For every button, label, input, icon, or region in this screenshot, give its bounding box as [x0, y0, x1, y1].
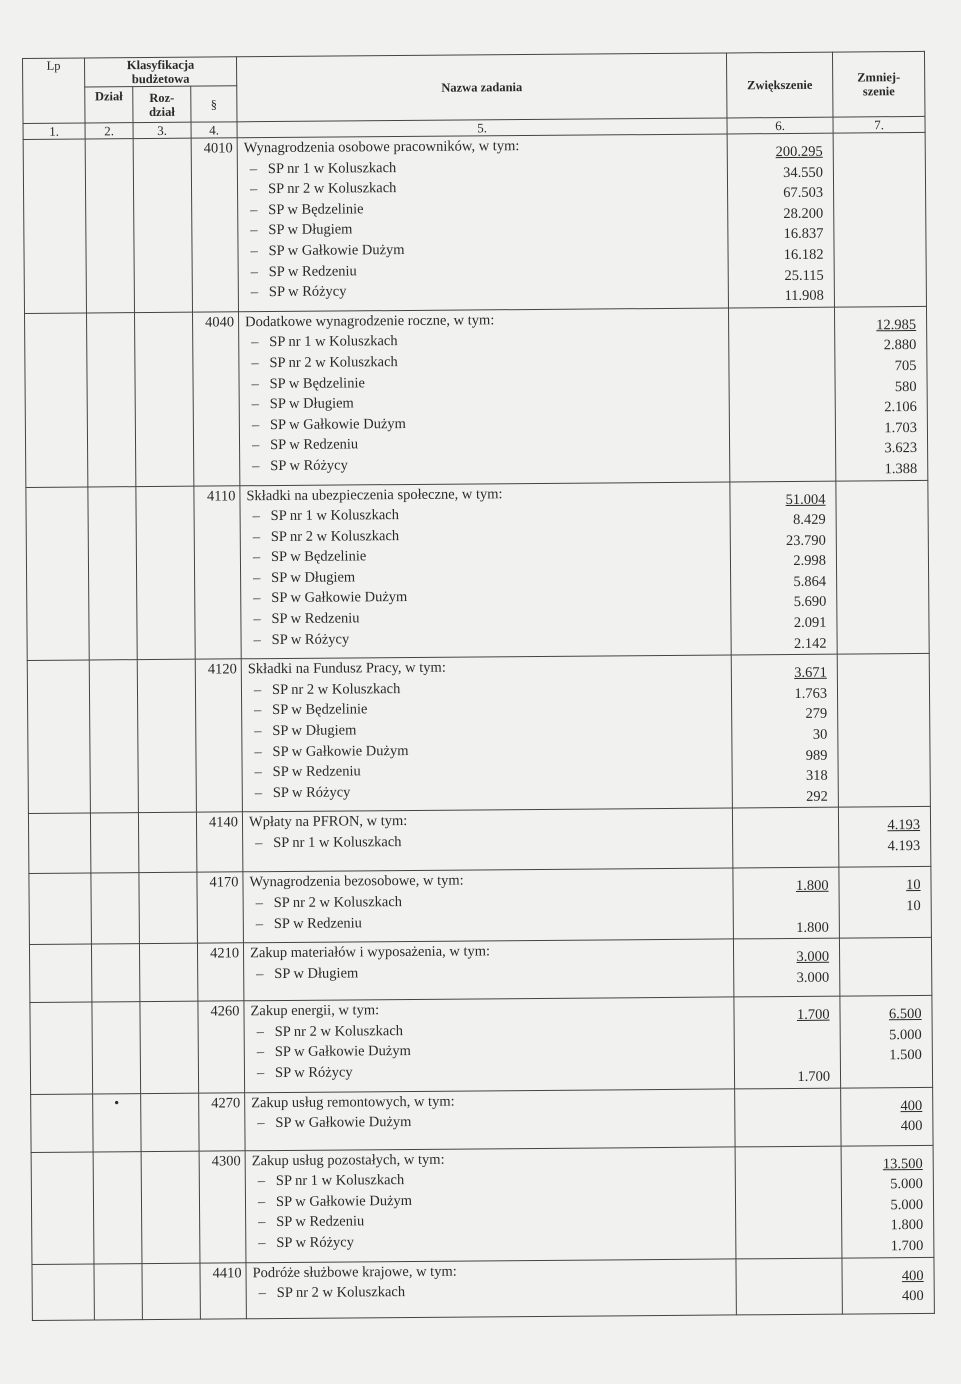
zmniejszenie-value: 5.000 [890, 1176, 923, 1193]
paragraf-code: 4010 [203, 140, 233, 157]
task-item: – SP nr 1 w Koluszkach [244, 155, 727, 179]
cell-zmniejszenie [839, 938, 931, 997]
dot-mark: • [114, 1095, 120, 1111]
task-title: Dodatkowe wynagrodzenie roczne, w tym: [245, 312, 495, 331]
zwiekszenie-value: 2.998 [793, 552, 827, 570]
cell-dzial [94, 1263, 142, 1319]
paragraf-code: 4120 [207, 661, 237, 678]
cell-paragraf [196, 812, 242, 872]
task-item: – SP nr 2 w Koluszkach [244, 176, 727, 200]
zwiekszenie-total: 200.295 [775, 143, 823, 161]
task-item: – SP w Różycy [246, 452, 729, 476]
task-item: – SP nr 2 w Koluszkach [245, 349, 728, 373]
zmniejszenie-value: 2.106 [884, 399, 917, 416]
zmniejszenie-value: 400 [901, 1288, 924, 1305]
header-dzial: Dział [85, 87, 133, 123]
cell-paragraf [200, 1262, 246, 1318]
task-item: – SP nr 2 w Koluszkach [251, 1018, 734, 1042]
zwiekszenie-total: 1.700 [796, 1006, 830, 1024]
table-row [32, 1257, 934, 1320]
task-item: – SP nr 2 w Koluszkach [247, 523, 730, 547]
zwiekszenie-value: 34.550 [783, 164, 824, 181]
task-item: – SP nr 2 w Koluszkach [253, 1280, 736, 1304]
cell-zwiekszenie [728, 307, 835, 482]
zmniejszenie-value: 5.000 [890, 1196, 924, 1213]
column-number: 3. [133, 122, 191, 138]
cell-dzial [91, 873, 140, 944]
cell-dzial [87, 312, 136, 486]
zwiekszenie-value: 23.790 [785, 532, 826, 549]
cell-paragraf [199, 1150, 246, 1262]
zmniejszenie-value: 1.703 [884, 419, 918, 436]
task-title: Zakup usług pozostałych, w tym: [251, 1151, 445, 1169]
task-item: – SP w Gałkowie Dużym [246, 411, 729, 435]
cell-dzial [89, 660, 138, 814]
header-klasyfikacja: Klasyfikacja budżetowa [85, 57, 237, 87]
zmniejszenie-total: 400 [900, 1097, 923, 1114]
task-item: – SP w Redzeniu [252, 1209, 735, 1233]
zwiekszenie-value: 3.000 [796, 969, 830, 986]
zmniejszenie-total: 6.500 [888, 1006, 922, 1023]
table-row [31, 1087, 933, 1152]
table-row [25, 306, 928, 487]
cell-rozdzial [141, 1151, 200, 1263]
header-zwiekszenie: Zwiększenie [726, 52, 833, 118]
task-item: – SP w Różycy [249, 779, 732, 803]
task-item: – SP w Redzeniu [250, 910, 733, 934]
cell-dzial [92, 1002, 141, 1094]
cell-zwiekszenie [730, 481, 837, 656]
cell-paragraf [197, 872, 244, 943]
header-rozdzial: Roz-dział [133, 86, 191, 122]
zwiekszenie-total: 3.671 [794, 664, 827, 682]
task-item: – SP nr 2 w Koluszkach [250, 889, 733, 913]
column-number: 6. [727, 117, 833, 134]
table-row [29, 867, 932, 945]
cell-nazwa-zadania [244, 997, 735, 1092]
task-item: – SP w Gałkowie Dużym [252, 1188, 735, 1212]
zmniejszenie-value: 10 [906, 897, 921, 915]
cell-zmniejszenie [839, 867, 932, 939]
cell-zwiekszenie [736, 1258, 842, 1315]
zmniejszenie-value: 1.800 [890, 1217, 924, 1234]
cell-zmniejszenie [841, 1087, 933, 1146]
cell-rozdzial [137, 659, 196, 813]
task-item: – SP w Gałkowie Dużym [251, 1110, 734, 1134]
cell-dzial [88, 486, 137, 660]
zmniejszenie-value: 1.500 [889, 1047, 922, 1064]
zwiekszenie-value: 2.142 [793, 635, 827, 652]
cell-nazwa-zadania [242, 808, 732, 872]
column-number: 2. [85, 123, 133, 139]
paragraf-code: 4170 [209, 874, 239, 891]
cell-nazwa-zadania [240, 481, 731, 659]
cell-nazwa-zadania [243, 868, 734, 943]
task-item: – SP nr 1 w Koluszkach [245, 329, 728, 353]
zmniejszenie-value: 580 [894, 378, 917, 395]
header-lp: Lp [23, 58, 86, 123]
cell-lp [23, 139, 86, 313]
cell-dzial [91, 944, 139, 1002]
budget-document [22, 51, 934, 1321]
zmniejszenie-value: 3.623 [884, 440, 918, 457]
table-row [23, 132, 926, 313]
paragraf-code: 4140 [208, 814, 239, 831]
cell-nazwa-zadania [239, 308, 730, 486]
budget-table [22, 51, 935, 1321]
zwiekszenie-value: 67.503 [783, 184, 824, 202]
task-item: – SP w Redzeniu [246, 432, 729, 456]
cell-nazwa-zadania [245, 1088, 735, 1150]
zmniejszenie-value: 2.880 [883, 337, 917, 354]
cell-nazwa-zadania [246, 1258, 736, 1318]
task-item: – SP w Różycy [248, 626, 731, 650]
cell-dzial [93, 1151, 142, 1263]
paragraf-code: 4300 [211, 1152, 241, 1170]
paragraf-code: 4110 [206, 487, 236, 505]
cell-lp [32, 1264, 94, 1320]
zwiekszenie-value: 292 [806, 788, 828, 805]
cell-rozdzial [133, 138, 192, 312]
task-title: Wynagrodzenia bezosobowe, w tym: [249, 872, 464, 891]
column-number: 1. [23, 123, 85, 139]
task-item: – SP nr 2 w Koluszkach [248, 676, 731, 700]
table-row [29, 938, 931, 1003]
task-item: – SP nr 1 w Koluszkach [252, 1168, 735, 1192]
task-item: – SP w Długiem [248, 717, 731, 741]
cell-paragraf [195, 659, 242, 813]
task-item: – SP w Różycy [245, 279, 728, 303]
zwiekszenie-value: 8.429 [792, 511, 826, 529]
paragraf-code: 4040 [205, 314, 235, 331]
cell-zmniejszenie [841, 1145, 934, 1258]
cell-dzial [93, 1093, 141, 1151]
zwiekszenie-value: 30 [812, 726, 828, 743]
zmniejszenie-value: 400 [900, 1118, 923, 1135]
zwiekszenie-value: 5.864 [793, 573, 827, 590]
task-item: – SP nr 1 w Koluszkach [249, 829, 732, 853]
cell-zmniejszenie [838, 807, 930, 868]
task-item: – SP w Długiem [250, 960, 733, 984]
task-title: Podróże służbowe krajowe, w tym: [252, 1263, 457, 1281]
zwiekszenie-value: 16.837 [783, 226, 824, 243]
task-title: Zakup materiałów i wyposażenia, w tym: [249, 943, 491, 962]
column-number: 7. [833, 116, 925, 133]
zwiekszenie-total: 51.004 [785, 491, 826, 508]
zmniejszenie-total: 13.500 [882, 1155, 923, 1172]
cell-zmniejszenie [842, 1257, 934, 1314]
zwiekszenie-value: 1.700 [797, 1068, 831, 1085]
zwiekszenie-value: 279 [805, 706, 828, 723]
header-zmniejszenie: Zmniej-szenie [832, 51, 925, 117]
paragraf-code: 4410 [212, 1264, 242, 1282]
task-item: – SP w Będzelinie [247, 544, 730, 568]
cell-zwiekszenie [733, 938, 839, 997]
task-title: Składki na Fundusz Pracy, w tym: [247, 659, 446, 678]
cell-zmniejszenie [840, 996, 933, 1088]
cell-zwiekszenie [735, 1146, 842, 1259]
table-row [26, 480, 929, 661]
header-nazwa-zadania: Nazwa zadania [237, 53, 727, 122]
zwiekszenie-value: 318 [805, 767, 828, 785]
cell-zmniejszenie [833, 132, 926, 306]
task-item: – SP w Będzelinie [248, 697, 731, 721]
cell-lp [30, 1002, 93, 1094]
cell-paragraf [191, 138, 238, 312]
zwiekszenie-value: 25.115 [784, 267, 824, 284]
zmniejszenie-value: 4.193 [887, 837, 921, 855]
cell-rozdzial [140, 1001, 199, 1093]
paragraf-code: 4260 [210, 1003, 240, 1020]
cell-lp [29, 944, 91, 1002]
paragraf-code: 4270 [211, 1094, 241, 1112]
cell-rozdzial [139, 873, 198, 944]
cell-zwiekszenie [731, 654, 838, 808]
table-row [31, 1145, 934, 1264]
zwiekszenie-value: 28.200 [783, 205, 824, 222]
task-item: – SP w Różycy [251, 1059, 734, 1083]
cell-paragraf [197, 943, 243, 1001]
zwiekszenie-value: 11.908 [784, 287, 824, 305]
cell-zwiekszenie [734, 996, 841, 1088]
cell-lp [29, 873, 92, 944]
cell-rozdzial [138, 813, 196, 873]
task-item: – SP w Redzeniu [249, 759, 732, 783]
task-item: – SP w Będzelinie [244, 196, 727, 220]
cell-lp [27, 660, 90, 814]
zmniejszenie-total: 12.985 [876, 316, 917, 334]
task-title: Wpłaty na PFRON, w tym: [248, 813, 408, 831]
cell-lp [31, 1152, 94, 1264]
cell-lp [25, 313, 88, 487]
cell-zmniejszenie [834, 306, 927, 480]
zmniejszenie-value: 5.000 [889, 1026, 922, 1044]
zmniejszenie-total: 10 [905, 877, 921, 894]
task-item: – SP w Różycy [252, 1229, 735, 1253]
cell-rozdzial [135, 312, 194, 486]
zwiekszenie-value: 2.091 [793, 614, 827, 632]
cell-rozdzial [139, 943, 197, 1001]
zwiekszenie-value: 989 [805, 747, 828, 764]
task-item: – SP w Redzeniu [247, 606, 730, 630]
zwiekszenie-total: 3.000 [796, 948, 830, 966]
column-number: 5. [237, 118, 727, 138]
zmniejszenie-total: 400 [901, 1267, 924, 1284]
task-item: – SP w Redzeniu [245, 258, 728, 282]
header-paragraf: § [191, 86, 237, 122]
zwiekszenie-value: 1.763 [794, 685, 828, 702]
zmniejszenie-value: 1.700 [890, 1237, 924, 1255]
cell-paragraf [198, 1001, 245, 1093]
zwiekszenie-value [735, 1046, 830, 1067]
column-number: 4. [191, 122, 237, 138]
cell-lp [31, 1094, 93, 1152]
cell-rozdzial [142, 1263, 200, 1319]
cell-nazwa-zadania [241, 655, 732, 812]
cell-zmniejszenie [837, 654, 930, 808]
cell-nazwa-zadania [245, 1146, 736, 1262]
cell-lp [26, 486, 89, 660]
task-item: – SP w Gałkowie Dużym [247, 585, 730, 609]
table-body [23, 132, 934, 1320]
cell-dzial [85, 139, 134, 313]
task-item: – SP w Gałkowie Dużym [251, 1039, 734, 1063]
task-item: – SP w Gałkowie Dużym [248, 738, 731, 762]
task-item: – SP nr 1 w Koluszkach [247, 503, 730, 527]
task-item: – SP w Długiem [244, 217, 727, 241]
task-item: – SP w Będzelinie [246, 370, 729, 394]
task-item: – SP w Długiem [247, 564, 730, 588]
cell-paragraf [192, 312, 239, 486]
table-row [30, 996, 933, 1094]
cell-zwiekszenie [727, 133, 834, 308]
task-title: Zakup energii, w tym: [250, 1002, 380, 1020]
zmniejszenie-value: 1.388 [884, 460, 918, 478]
cell-nazwa-zadania [243, 939, 733, 1001]
table-row [27, 654, 930, 814]
zwiekszenie-total: 1.800 [795, 878, 829, 895]
cell-zwiekszenie [733, 868, 840, 940]
task-item: – SP w Gałkowie Dużym [244, 237, 727, 261]
cell-zmniejszenie [836, 480, 929, 654]
task-title: Zakup usług remontowych, w tym: [251, 1093, 455, 1111]
task-title: Składki na ubezpieczenia społeczne, w tym: [246, 485, 503, 504]
zmniejszenie-total: 4.193 [887, 817, 921, 834]
cell-rozdzial [136, 486, 195, 660]
zmniejszenie-value: 705 [894, 357, 917, 375]
zwiekszenie-value [735, 1025, 830, 1046]
table-row [28, 807, 930, 874]
cell-zwiekszenie [735, 1088, 841, 1147]
zwiekszenie-value [734, 897, 829, 918]
cell-paragraf [194, 485, 241, 659]
zwiekszenie-value: 1.800 [796, 919, 829, 936]
zwiekszenie-value: 16.182 [783, 246, 824, 263]
task-title: Wynagrodzenia osobowe pracowników, w tym: [243, 138, 520, 157]
cell-dzial [90, 813, 138, 873]
task-item: – SP w Długiem [246, 391, 729, 415]
cell-lp [28, 813, 90, 873]
cell-rozdzial [141, 1093, 199, 1151]
cell-nazwa-zadania [237, 134, 728, 312]
cell-paragraf [199, 1092, 245, 1150]
cell-zwiekszenie [732, 808, 838, 869]
zwiekszenie-value: 5.690 [793, 594, 827, 611]
paragraf-code: 4210 [209, 945, 240, 962]
